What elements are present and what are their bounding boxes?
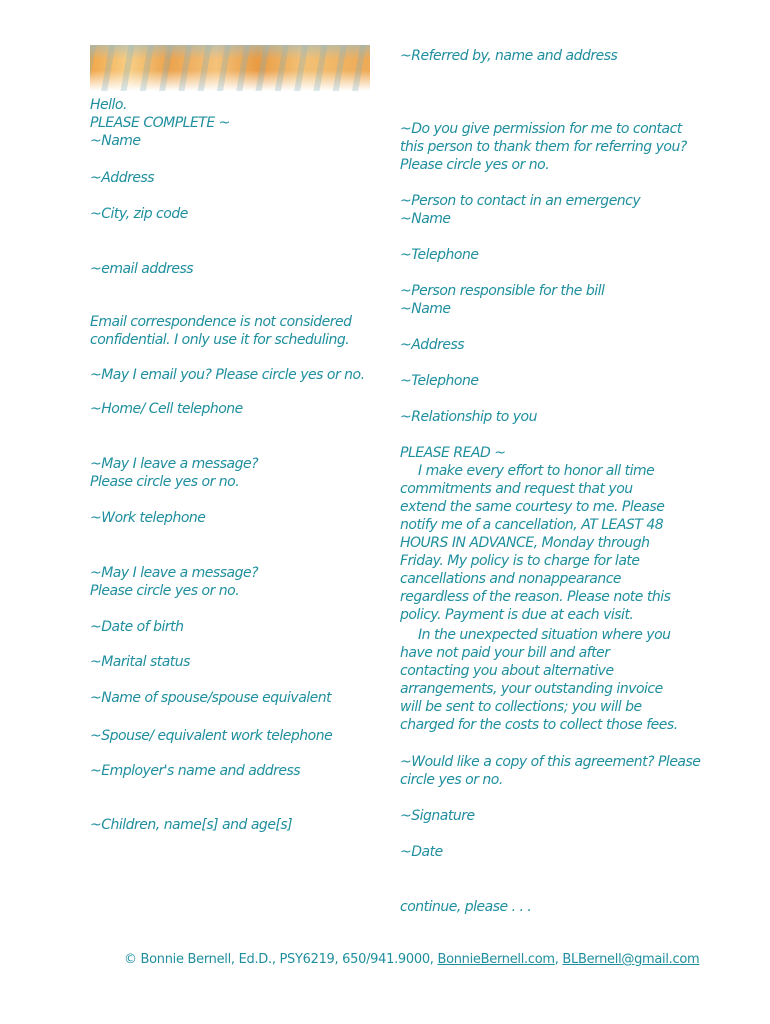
date-field-label: ~Date: [400, 844, 443, 860]
leave-message-question-1: ~May I leave a message?: [90, 456, 259, 472]
signature-field-label: ~Signature: [400, 808, 475, 824]
work-phone-field-label: ~Work telephone: [90, 510, 206, 526]
copy-question-line-2: circle yes or no.: [400, 772, 503, 788]
email-field-label: ~email address: [90, 261, 194, 277]
permission-question-line-1: ~Do you give permission for me to contact: [400, 121, 682, 137]
email-note-line-2: confidential. I only use it for scheduling.: [90, 332, 350, 348]
bill-responsible-telephone-field-label: ~Telephone: [400, 373, 479, 389]
emergency-contact-heading: ~Person to contact in an emergency: [400, 193, 641, 209]
circle-yes-no-1: Please circle yes or no.: [90, 474, 240, 490]
address-field-label: ~Address: [90, 170, 155, 186]
collections-policy-paragraph: In the unexpected situation where you have not paid your bill and after contacting you about alternative arrangements, your outstanding invoice will be sent to collections; you will be charged for the costs to collect those fees.: [400, 627, 678, 733]
emergency-name-field-label: ~Name: [400, 211, 451, 227]
circle-yes-no-2: Please circle yes or no.: [90, 583, 240, 599]
name-field-label: ~Name: [90, 133, 141, 149]
footer-separator: ,: [554, 952, 559, 967]
please-complete-heading: PLEASE COMPLETE ~: [90, 115, 230, 131]
footer-copyright: © Bonnie Bernell, Ed.D., PSY6219, 650/941.9000,: [124, 952, 434, 967]
leave-message-question-2: ~May I leave a message?: [90, 565, 259, 581]
footer: [124, 951, 699, 969]
relationship-field-label: ~Relationship to you: [400, 409, 537, 425]
employer-field-label: ~Employer's name and address: [90, 763, 301, 779]
may-email-question: ~May I email you? Please circle yes or no.: [90, 367, 365, 383]
please-read-heading: PLEASE READ ~: [400, 445, 506, 461]
bill-responsible-name-field-label: ~Name: [400, 301, 451, 317]
website-link[interactable]: BonnieBernell.com: [437, 952, 555, 967]
children-field-label: ~Children, name[s] and age[s]: [90, 817, 293, 833]
permission-question-line-3: Please circle yes or no.: [400, 157, 550, 173]
bill-responsible-heading: ~Person responsible for the bill: [400, 283, 605, 299]
copy-question-line-1: ~Would like a copy of this agreement? Please: [400, 754, 701, 770]
referred-by-field-label: ~Referred by, name and address: [400, 48, 618, 64]
emergency-telephone-field-label: ~Telephone: [400, 247, 479, 263]
permission-question-line-2: this person to thank them for referring you?: [400, 139, 687, 155]
marital-status-field-label: ~Marital status: [90, 654, 190, 670]
bill-responsible-address-field-label: ~Address: [400, 337, 465, 353]
continue-note: continue, please . . .: [400, 899, 532, 915]
header-banner-image: [90, 45, 370, 91]
cancellation-policy-paragraph: I make every effort to honor all time commitments and request that you extend the same courtesy to me. Please notify me of a cancellation, AT LEAST 48 HOURS IN ADVANCE, Monday through Friday. My policy is to charge for late cancellations and nonappearance regardless of the reason. Please note this policy. Payment is due at each visit.: [400, 463, 671, 623]
home-cell-field-label: ~Home/ Cell telephone: [90, 401, 243, 417]
date-of-birth-field-label: ~Date of birth: [90, 619, 184, 635]
spouse-name-field-label: ~Name of spouse/spouse equivalent: [90, 690, 332, 706]
spouse-work-phone-field-label: ~Spouse/ equivalent work telephone: [90, 728, 333, 744]
city-zip-field-label: ~City, zip code: [90, 206, 188, 222]
greeting: Hello.: [90, 97, 127, 113]
email-note-line-1: Email correspondence is not considered: [90, 314, 352, 330]
email-link[interactable]: BLBernell@gmail.com: [562, 952, 700, 967]
